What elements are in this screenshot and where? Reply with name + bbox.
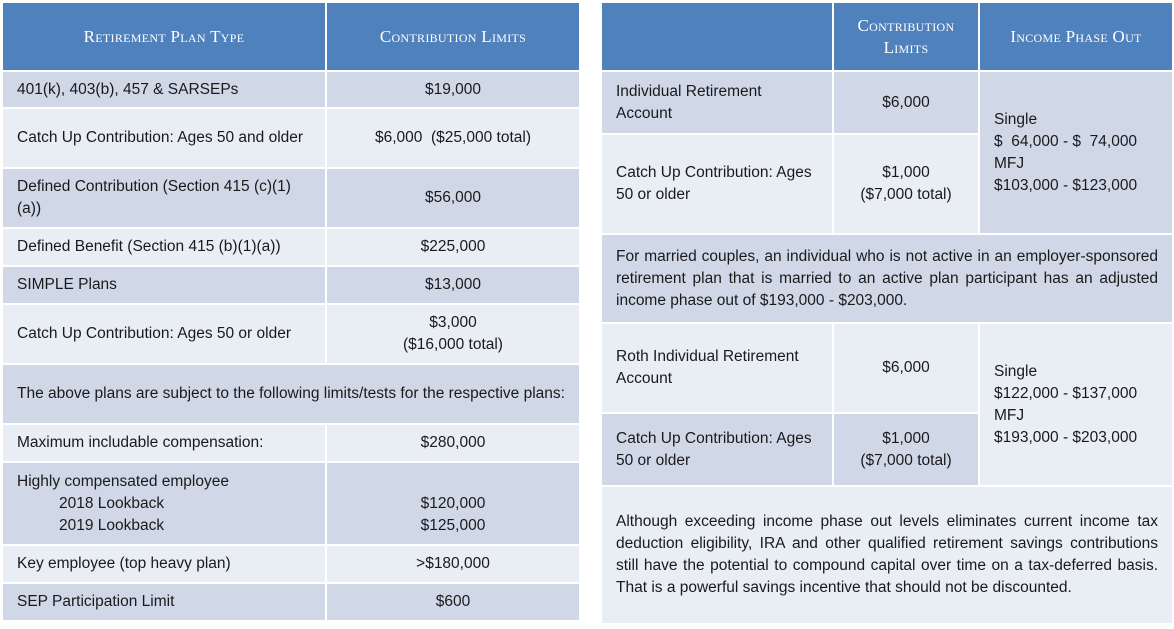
header-blank [601, 2, 833, 71]
row-value: $6,000 [833, 323, 979, 413]
table-row [2, 424, 580, 462]
row-value: $19,000 [326, 71, 580, 108]
row-label [2, 462, 326, 545]
table-row [601, 234, 1173, 323]
table-row [601, 486, 1173, 624]
table-row [601, 71, 1173, 134]
table-row [2, 168, 580, 228]
retirement-plan-limits-table [1, 1, 581, 622]
header-contribution-limits: Contribution Limits [833, 2, 979, 71]
hce-lookback-2019: 2019 Lookback [59, 516, 165, 534]
phase-mfj-label: MFJ [994, 406, 1025, 424]
value-line: $1,000 [882, 429, 930, 447]
row-value [833, 413, 979, 486]
row-label: SIMPLE Plans [2, 266, 326, 304]
plans-note: The above plans are subject to the following limits/tests for the respective plans: [2, 364, 580, 424]
row-label: Key employee (top heavy plan) [2, 545, 326, 583]
row-label: Defined Contribution (Section 415 (c)(1)(a)) [2, 168, 326, 228]
row-value: $6,000 ($25,000 total) [326, 108, 580, 168]
phase-mfj-range: $193,000 - $203,000 [994, 428, 1138, 446]
row-label: SEP Participation Limit [2, 583, 326, 621]
row-value [326, 462, 580, 545]
hce-value-2018: $120,000 [420, 494, 486, 512]
table-row [2, 304, 580, 364]
table-row [2, 71, 580, 108]
row-value [326, 304, 580, 364]
row-value: >$180,000 [326, 545, 580, 583]
row-value: $280,000 [326, 424, 580, 462]
value-line: ($16,000 total) [403, 336, 503, 353]
hce-label: Highly compensated employee [17, 472, 229, 490]
value-line: ($7,000 total) [860, 451, 952, 469]
header-plan-type: Retirement Plan Type [2, 2, 326, 71]
row-label: Catch Up Contribution: Ages 50 or older [601, 134, 833, 234]
row-label: Catch Up Contribution: Ages 50 or older [601, 413, 833, 486]
hce-lookback-2018: 2018 Lookback [59, 494, 165, 512]
row-value [833, 134, 979, 234]
phase-single-label: Single [994, 362, 1038, 380]
table-row [2, 228, 580, 266]
hce-value-2019: $125,000 [420, 516, 486, 534]
row-label: Catch Up Contribution: Ages 50 and older [2, 108, 326, 168]
phase-single-range: $ 64,000 - $ 74,000 [994, 132, 1138, 150]
table-row [2, 364, 580, 424]
row-label: Individual Retirement Account [601, 71, 833, 134]
row-label: Maximum includable compensation: [2, 424, 326, 462]
ira-phase-out [979, 71, 1173, 234]
row-value: $600 [326, 583, 580, 621]
row-label: 401(k), 403(b), 457 & SARSEPs [2, 71, 326, 108]
value-line: $3,000 [429, 314, 477, 331]
value-line: $1,000 [882, 164, 930, 181]
row-label: Defined Benefit (Section 415 (b)(1)(a)) [2, 228, 326, 266]
row-label: Catch Up Contribution: Ages 50 or older [2, 304, 326, 364]
roth-phase-out [979, 323, 1173, 486]
phase-single-label: Single [994, 110, 1038, 128]
value-line: ($7,000 total) [860, 186, 952, 203]
table-row [601, 323, 1173, 413]
table-row [2, 462, 580, 545]
header-income-phase-out: Income Phase Out [979, 2, 1173, 71]
phase-mfj-label: MFJ [994, 154, 1025, 172]
table-row [2, 545, 580, 583]
married-couples-note: For married couples, an individual who is not active in an employer-sponsored retirement plan that is married to an active plan participant has an adjusted income phase out of $193,000 - $203,000. [601, 234, 1173, 323]
footer-note: Although exceeding income phase out levels eliminates current income tax deduction eligibility, IRA and other qualified retirement savings contributions still have the potential to compound capital over time on a tax-deferred basis. That is a powerful savings incentive that should not be discounted. [601, 486, 1173, 624]
table-row [2, 583, 580, 621]
ira-limits-table [600, 1, 1174, 625]
phase-mfj-range: $103,000 - $123,000 [994, 176, 1138, 194]
header-contribution-limits: Contribution Limits [326, 2, 580, 71]
row-value: $13,000 [326, 266, 580, 304]
row-value: $6,000 [833, 71, 979, 134]
row-value: $225,000 [326, 228, 580, 266]
phase-single-range: $122,000 - $137,000 [994, 384, 1138, 402]
row-value: $56,000 [326, 168, 580, 228]
row-label: Roth Individual Retirement Account [601, 323, 833, 413]
table-row [2, 266, 580, 304]
table-row [2, 108, 580, 168]
